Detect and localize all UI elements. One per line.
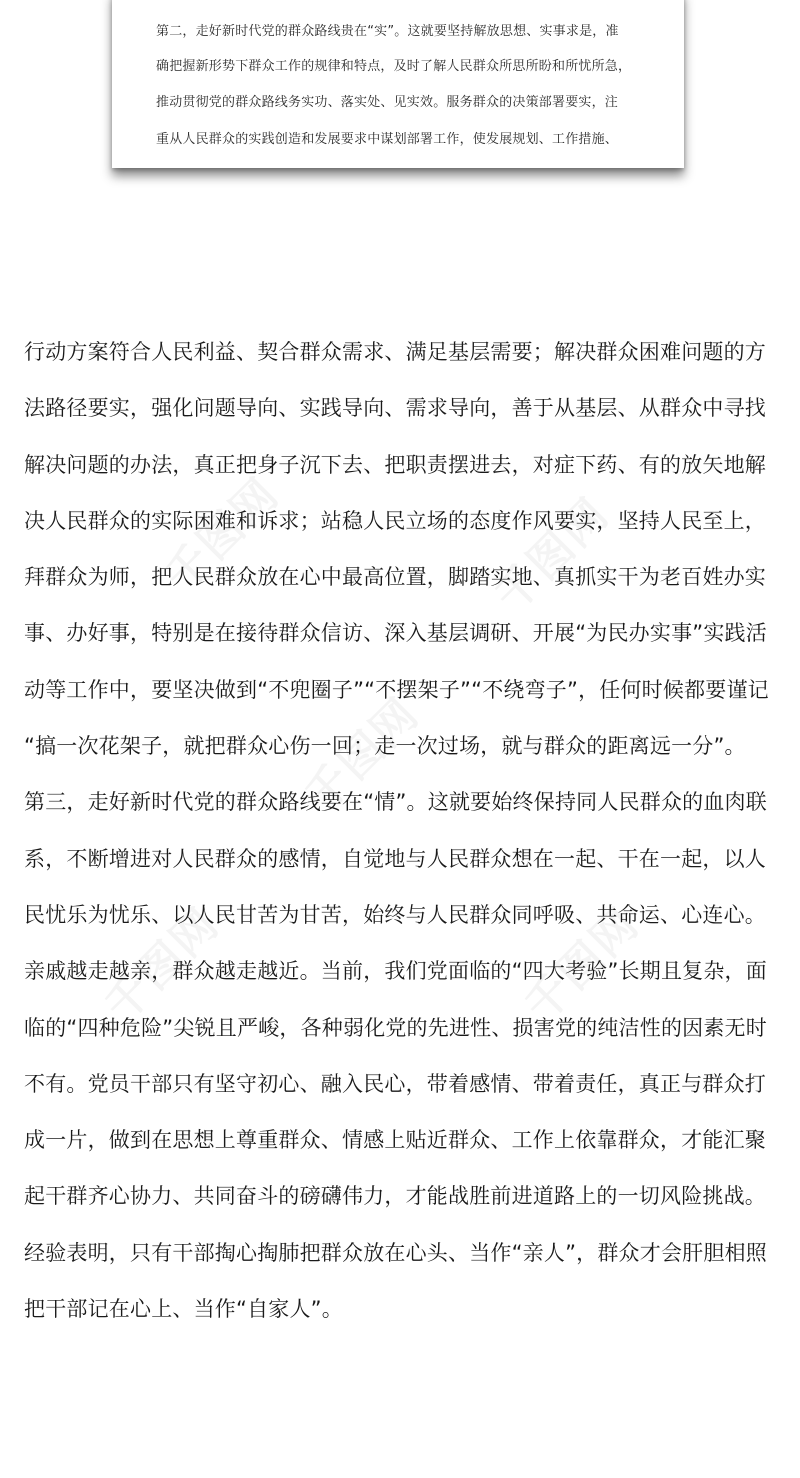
paragraph-line: 决人民群众的实际困难和诉求；站稳人民立场的态度作风要实，坚持人民至上， (24, 508, 766, 533)
paragraph-line: 把干部记在心上、当作“自家人”。 (24, 1297, 343, 1322)
paragraph-line: 拜群众为师，把人民群众放在心中最高位置，脚踏实地、真抓实干为老百姓办实 (24, 565, 766, 590)
document-preview-card (112, 0, 684, 168)
paragraph-line: 事、办好事，特别是在接待群众信访、深入基层调研、开展“为民办实事”实践活 (24, 621, 767, 646)
paragraph-line: 解决问题的办法，真正把身子沉下去、把职责摆进去，对症下药、有的放矢地解 (24, 452, 766, 477)
article-body (24, 324, 784, 1337)
paragraph-line: 行动方案符合人民利益、契合群众需求、满足基层需要；解决群众困难问题的方 (24, 340, 766, 364)
paragraph-line: 民忧乐为忧乐、以人民甘苦为甘苦，始终与人民群众同呼吸、共命运、心连心。 (24, 902, 766, 927)
paragraph-line: 经验表明，只有干部掏心掏肺把群众放在心头、当作“亲人”，群众才会肝胆相照 (24, 1240, 767, 1265)
paragraph-line: 亲戚越走越亲，群众越走越近。当前，我们党面临的“四大考验”长期且复杂，面 (24, 959, 767, 984)
card-line: 第二，走好新时代党的群众路线贵在“实”。这就要坚持解放思想、实事求是，准 (156, 24, 619, 39)
paragraph-line: 动等工作中，要坚决做到“不兜圈子”“不摆架子”“不绕弯子”，任何时候都要谨记 (24, 677, 769, 702)
paragraph-line: 不有。党员干部只有坚守初心、融入民心，带着感情、带着责任，真正与群众打 (24, 1071, 766, 1096)
card-line: 确把握新形势下群众工作的规律和特点，及时了解人民群众所思所盼和所忧所急， (156, 59, 632, 74)
card-line (156, 0, 676, 2)
card-line: 重从人民群众的实践创造和发展要求中谋划部署工作，使发展规划、工作措施、 (156, 132, 619, 147)
paragraph-line: 临的“四种危险”尖锐且严峻，各种弱化党的先进性、损害党的纯洁性的因素无时 (24, 1015, 767, 1040)
paragraph-line: 系，不断增进对人民群众的感情，自觉地与人民群众想在一起、干在一起，以人 (24, 846, 766, 871)
paragraph-line: 起干群齐心协力、共同奋斗的磅礴伟力，才能战胜前进道路上的一切风险挑战。 (24, 1184, 766, 1209)
paragraph-line: 成一片，做到在思想上尊重群众、情感上贴近群众、工作上依靠群众，才能汇聚 (24, 1128, 766, 1153)
paragraph-line: 第三，走好新时代党的群众路线要在“情”。这就要始终保持同人民群众的血肉联 (24, 790, 767, 815)
paragraph-line: 法路径要实，强化问题导向、实践导向、需求导向，善于从基层、从群众中寻找 (24, 396, 766, 421)
card-line: 推动贯彻党的群众路线务实功、落实处、见实效。服务群众的决策部署要实，注 (156, 95, 619, 110)
paragraph-line: “搞一次花架子，就把群众心伤一回；走一次过场，就与群众的距离远一分”。 (24, 734, 746, 759)
